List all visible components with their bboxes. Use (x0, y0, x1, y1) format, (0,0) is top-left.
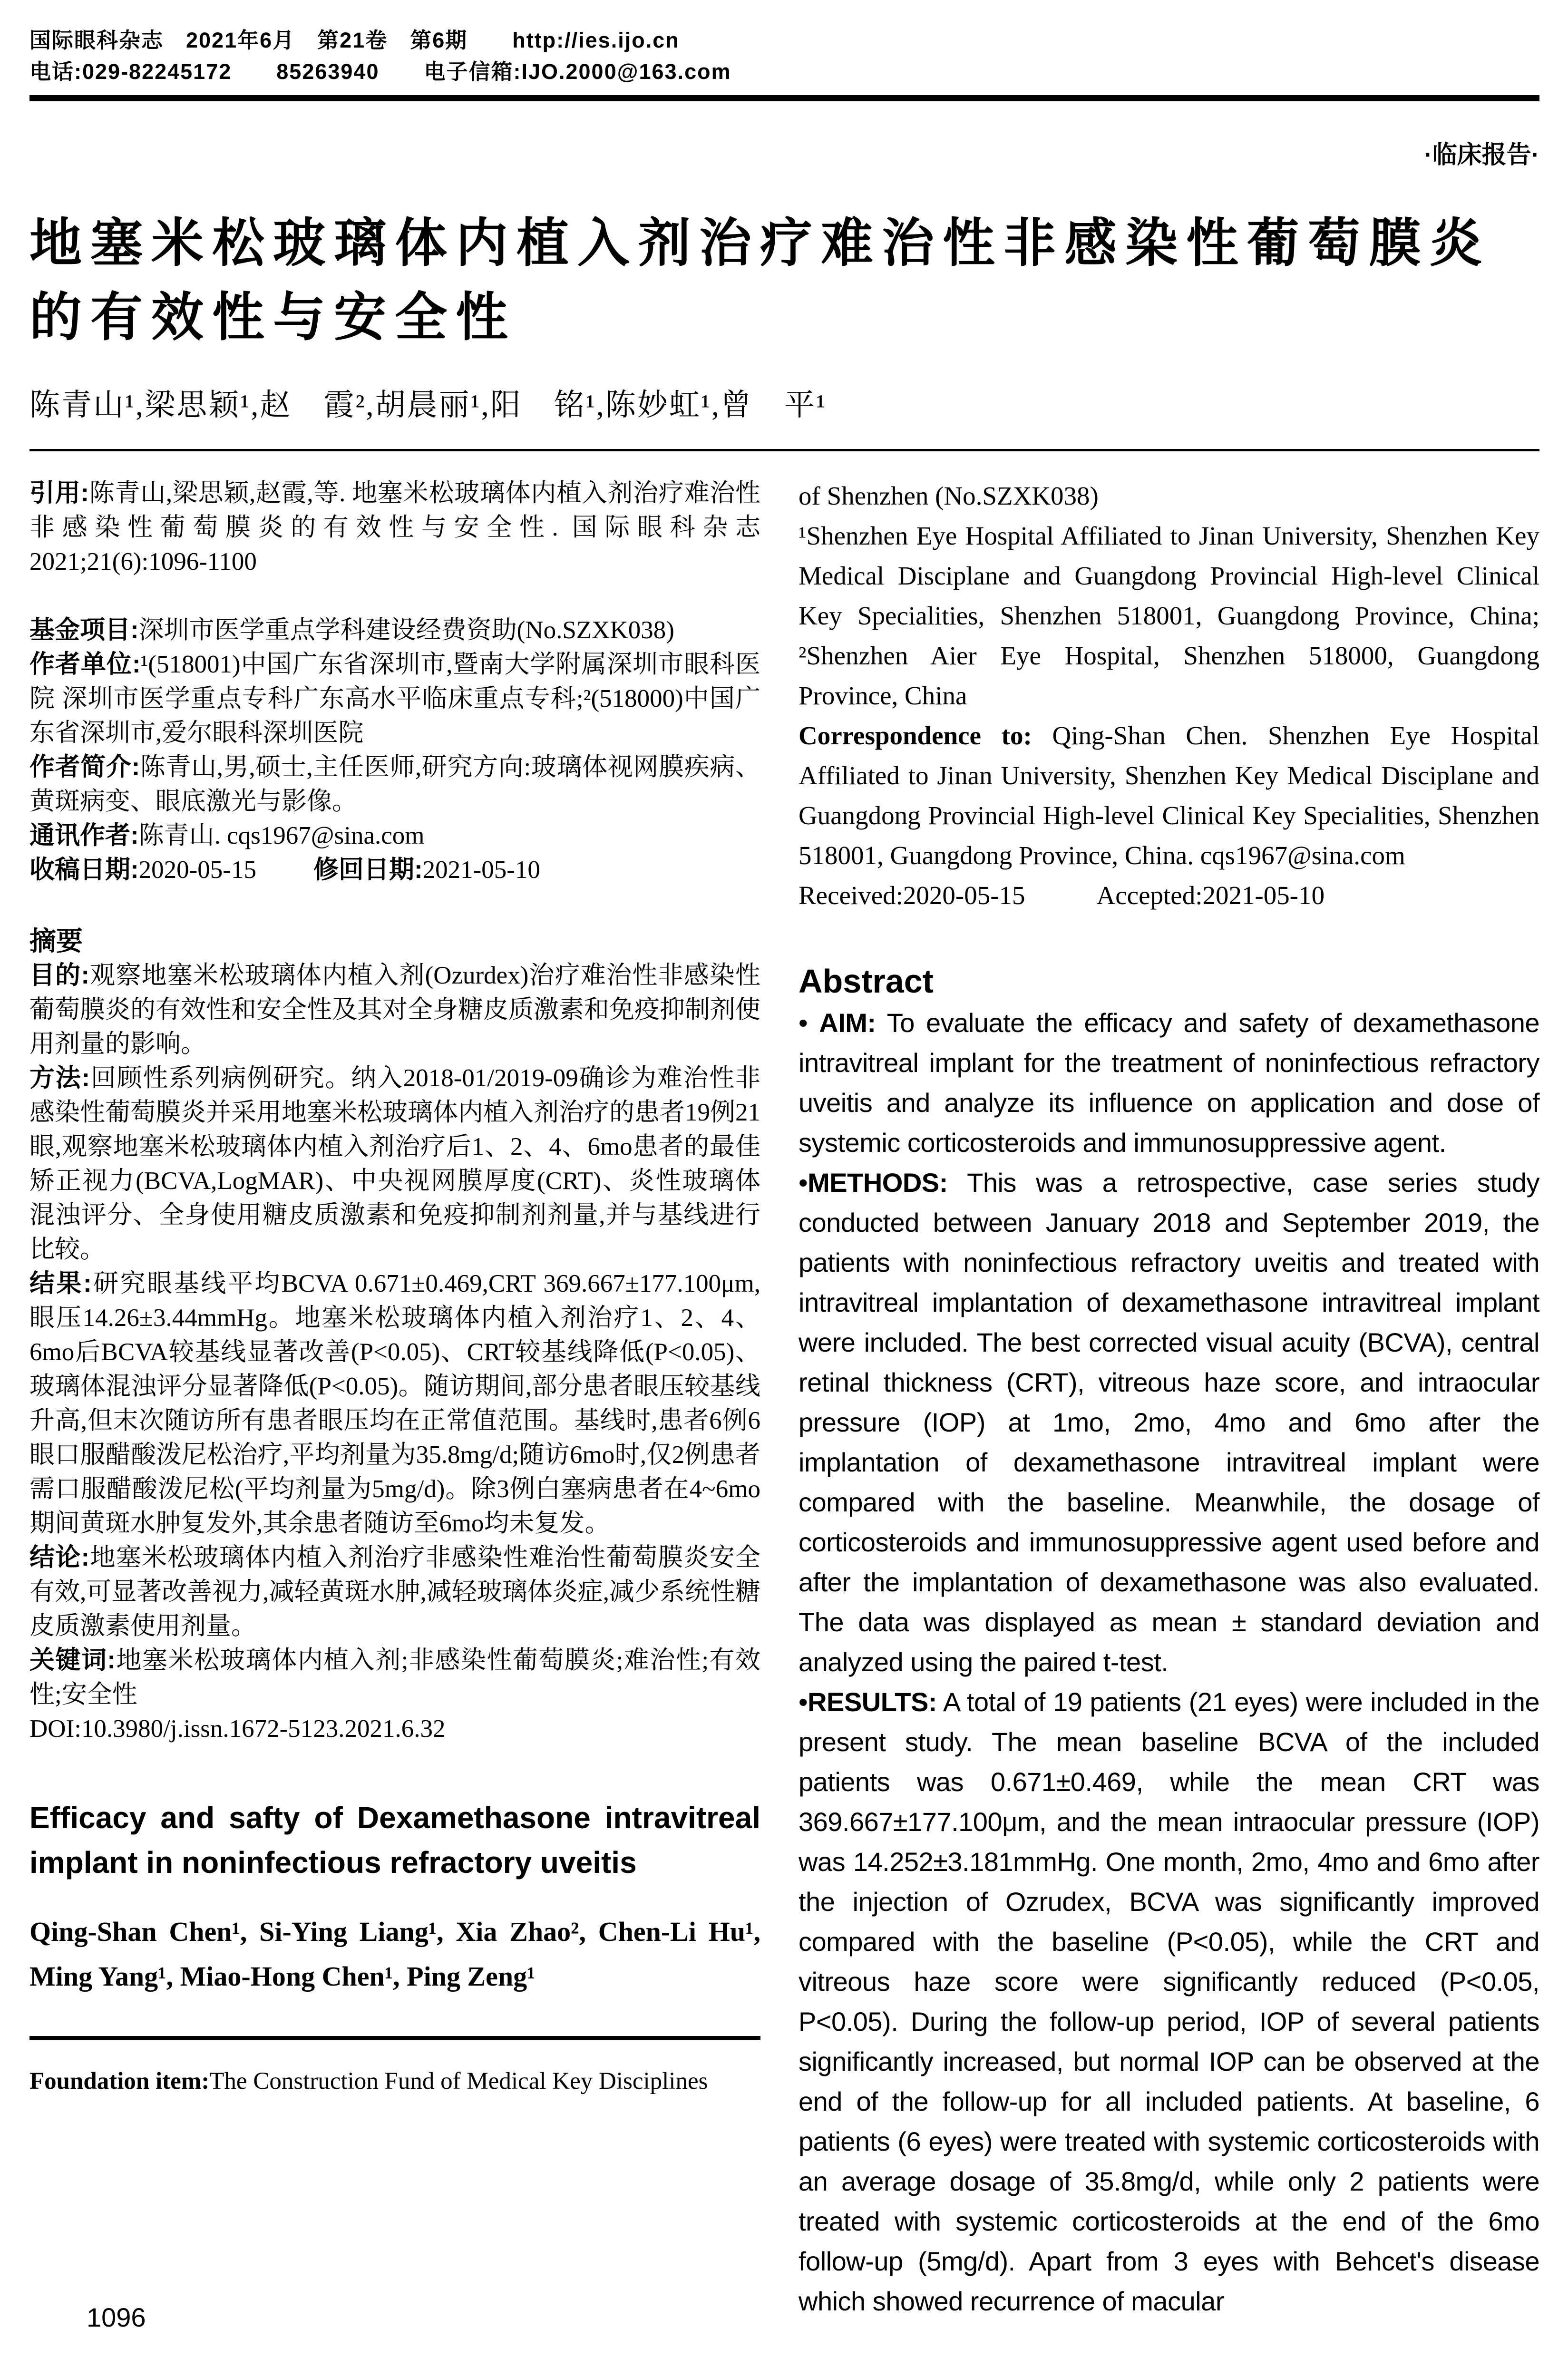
corresponding-author-text: 陈青山. cqs1967@sina.com (138, 822, 425, 849)
received-label-cn: 收稿日期: (29, 856, 139, 884)
foundation-item-label: Foundation item: (29, 2068, 210, 2094)
foundation-item-text: The Construction Fund of Medical Key Disciplines (209, 2068, 708, 2094)
article-title-cn (29, 206, 1539, 355)
correspondence-paragraph (799, 716, 1539, 876)
affiliation-paragraph (29, 647, 760, 750)
page-number: 1096 (87, 2302, 146, 2332)
footnote-rule (29, 2036, 760, 2040)
correspondence-text: Qing-Shan Chen. Shenzhen Eye Hospital Affiliated to Jinan University, Shenzhen Key Medical Disciplane and Guangdong Provincial High-level Clinical Key Specialities, Shenzhen 518001, Guangdong Province, China. cqs1967@sina.com (799, 721, 1539, 870)
conclusion-label-cn: 结论: (29, 1543, 90, 1571)
accepted-date-en: 2021-05-10 (1202, 881, 1325, 910)
revised-date-cn: 2021-05-10 (422, 856, 540, 884)
authors-cn: 陈青山¹,梁思颖¹,赵 霞²,胡晨丽¹,阳 铭¹,陈妙虹¹,曾 平¹ (29, 388, 827, 422)
keywords-paragraph (29, 1643, 760, 1712)
affiliation-label: 作者单位: (29, 650, 141, 678)
methods-paragraph-en (799, 1163, 1539, 1682)
two-column-body (29, 476, 1539, 2321)
conclusion-text-cn: 地塞米松玻璃体内植入剂治疗非感染性难治性葡萄膜炎安全有效,可显著改善视力,减轻黄斑水肿,减轻玻璃体炎症,减少系统性糖皮质激素使用剂量。 (29, 1544, 761, 1640)
methods-text-en: This was a retrospective, case series study conducted between January 2018 and September 2019, the patients with noninfectious refractory uveitis and treated with intravitreal implantation of dexamethasone intravitreal implant were included. The best corrected visual acuity (BCVA), central retinal thickness (CRT), vitreous haze score, and intraocular pressure (IOP) at 1mo, 2mo, 4mo and 6mo after the implantation of dexamethasone intravitreal implant were compared with the baseline. Meanwhile, the dosage of corticosteroids and immunosuppressive agent used before and after the implantation of dexamethasone was also evaluated. The data was displayed as mean ± standard deviation and analyzed using the paired t-test. (799, 1168, 1539, 1677)
aim-bullet: • (799, 1008, 819, 1038)
journal-header-line1: 国际眼科杂志 2021年6月 第21卷 第6期 http://ies.ijo.cn (29, 28, 680, 52)
results-bullet: • (799, 1687, 808, 1717)
aim-label-en: AIM: (819, 1008, 876, 1038)
aim-paragraph-en (799, 1003, 1539, 1163)
column-gap (760, 476, 799, 2321)
methods-paragraph-cn (29, 1061, 760, 1266)
header-rule (29, 95, 1539, 101)
affiliation-en-paragraph: ¹Shenzhen Eye Hospital Affiliated to Jinan University, Shenzhen Key Medical Disciplane and Guangdong Provincial High-level Clinical Key Specialities, Shenzhen 518001, Guangdong Province, China; ²Shenzhen Aier Eye Hospital, Shenzhen 518000, Guangdong Province, China (799, 521, 1539, 710)
revised-label-cn: 修回日期: (313, 856, 423, 884)
aim-text-cn: 观察地塞米松玻璃体内植入剂(Ozurdex)治疗难治性非感染性葡萄膜炎的有效性和安全性及其对全身糖皮质激素和免疫抑制剂使用剂量的影响。 (29, 962, 760, 1058)
fund-paragraph (29, 613, 760, 647)
abstract-heading-cn: 摘要 (29, 926, 83, 956)
author-bio-label: 作者简介: (29, 753, 140, 781)
received-date-en: 2020-05-15 (903, 881, 1025, 910)
abstract-heading-en: Abstract (799, 963, 934, 1000)
results-label-cn: 结果: (29, 1269, 92, 1297)
author-bio-paragraph (29, 750, 760, 818)
article-title-cn-line1: 地塞米松玻璃体内植入剂治疗难治性非感染性葡萄膜炎 (29, 214, 1490, 273)
results-text-cn: 研究眼基线平均BCVA 0.671±0.469,CRT 369.667±177.100μm,眼压14.26±3.44mmHg。地塞米松玻璃体内植入剂治疗1、2、4、6mo后BCVA较基线显著改善(P<0.05)、CRT较基线降低(P<0.05)、玻璃体混浊评分显著降低(P<0.05)。随访期间,部分患者眼压较基线升高,但末次随访所有患者眼压均在正常值范围。基线时,患者6例6眼口服醋酸泼尼松治疗,平均剂量为35.8mg/d;随访6mo时,仅2例患者需口服醋酸泼尼松(平均剂量为5mg/d)。除3例白塞病患者在4~6mo期间黄斑水肿复发外,其余患者随访至6mo均未复发。 (29, 1270, 760, 1537)
affiliation-text: ¹(518001)中国广东省深圳市,暨南大学附属深圳市眼科医院 深圳市医学重点专科广东高水平临床重点专科;²(518000)中国广东省深圳市,爱尔眼科深圳医院 (29, 651, 760, 747)
corresponding-author-paragraph (29, 818, 760, 853)
corresponding-author-label: 通讯作者: (29, 821, 139, 849)
results-text-en: A total of 19 patients (21 eyes) were included in the present study. The mean baseline BCVA of the included patients was 0.671±0.469, while the mean CRT was 369.667±177.100μm, and the mean intraocular pressure (IOP) was 14.252±3.181mmHg. One month, 2mo, 4mo and 6mo after the injection of Ozrudex, BCVA was significantly improved compared with the baseline (P<0.05), while the CRT and vitreous haze score were significantly reduced (P<0.05, P<0.05). During the follow-up period, IOP of several patients significantly increased, but normal IOP can be observed at the end of the follow-up for all included patients. At baseline, 6 patients (6 eyes) were treated with systemic corticosteroids with an average dosage of 35.8mg/d, while only 2 patients were treated with systemic corticosteroids at the end of the 6mo follow-up (5mg/d). Apart from 3 eyes with Behcet's disease which showed recurrence of macular (799, 1687, 1539, 2316)
results-paragraph-en (799, 1682, 1539, 2321)
dates-paragraph-en (799, 876, 1539, 916)
article-title-cn-line2: 的有效性与安全性 (29, 288, 516, 347)
received-date-cn: 2020-05-15 (138, 856, 256, 884)
methods-label-en: METHODS: (808, 1168, 948, 1198)
journal-header (29, 25, 1539, 101)
keywords-label: 关键词: (29, 1646, 116, 1674)
correspondence-label: Correspondence to: (799, 721, 1032, 750)
journal-header-line2: 电话:029-82245172 85263940 电子信箱:IJO.2000@163.com (29, 59, 731, 84)
citation-paragraph (29, 476, 760, 579)
results-paragraph-cn (29, 1266, 760, 1540)
accepted-label-en: Accepted: (1096, 881, 1203, 910)
fund-continuation-en: of Shenzhen (No.SZXK038) (799, 481, 1099, 510)
aim-paragraph-cn (29, 958, 760, 1061)
citation-label: 引用: (29, 479, 89, 507)
fund-text: 深圳市医学重点学科建设经费资助(No.SZXK038) (138, 616, 674, 644)
received-label-en: Received: (799, 881, 903, 910)
aim-text-en: To evaluate the efficacy and safety of dexamethasone intravitreal implant for the treatment of noninfectious refractory uveitis and analyze its influence on application and dose of systemic corticosteroids and immunosuppressive agent. (799, 1008, 1539, 1158)
keywords-text: 地塞米松玻璃体内植入剂;非感染性葡萄膜炎;难治性;有效性;安全性 (29, 1646, 760, 1708)
left-column (29, 476, 760, 2321)
citation-text: 陈青山,梁思颖,赵霞,等. 地塞米松玻璃体内植入剂治疗难治性非感染性葡萄膜炎的有效性与安全性. 国际眼科杂志 2021;21(6):1096-1100 (29, 479, 760, 575)
dates-paragraph-cn (29, 853, 760, 887)
methods-bullet: • (799, 1168, 808, 1198)
fund-label: 基金项目: (29, 616, 139, 644)
foundation-item-paragraph (29, 2065, 760, 2098)
aim-label-cn: 目的: (29, 961, 90, 989)
conclusion-paragraph-cn (29, 1540, 760, 1643)
doi-line: DOI:10.3980/j.issn.1672-5123.2021.6.32 (29, 1715, 446, 1743)
methods-text-cn: 回顾性系列病例研究。纳入2018-01/2019-09确诊为难治性非感染性葡萄膜炎并采用地塞米松玻璃体内植入剂治疗的患者19例21眼,观察地塞米松玻璃体内植入剂治疗后1、2、4、6mo患者的最佳矫正视力(BCVA,LogMAR)、中央视网膜厚度(CRT)、炎性玻璃体混浊评分、全身使用糖皮质激素和免疫抑制剂剂量,并与基线进行比较。 (29, 1064, 760, 1263)
author-bio-text: 陈青山,男,硕士,主任医师,研究方向:玻璃体视网膜疾病、黄斑病变、眼底激光与影像。 (29, 753, 760, 815)
results-label-en: RESULTS: (808, 1687, 937, 1717)
article-type-label: ·临床报告· (1424, 141, 1539, 169)
article-title-en: Efficacy and safty of Dexamethasone intravitreal implant in noninfectious refractory uveitis (29, 1801, 760, 1880)
methods-label-cn: 方法: (29, 1064, 90, 1092)
right-column (799, 476, 1539, 2321)
authors-en: Qing-Shan Chen¹, Si-Ying Liang¹, Xia Zhao², Chen-Li Hu¹, Ming Yang¹, Miao-Hong Chen¹, Ping Zeng¹ (29, 1916, 760, 1992)
authors-divider-rule (29, 449, 1539, 451)
